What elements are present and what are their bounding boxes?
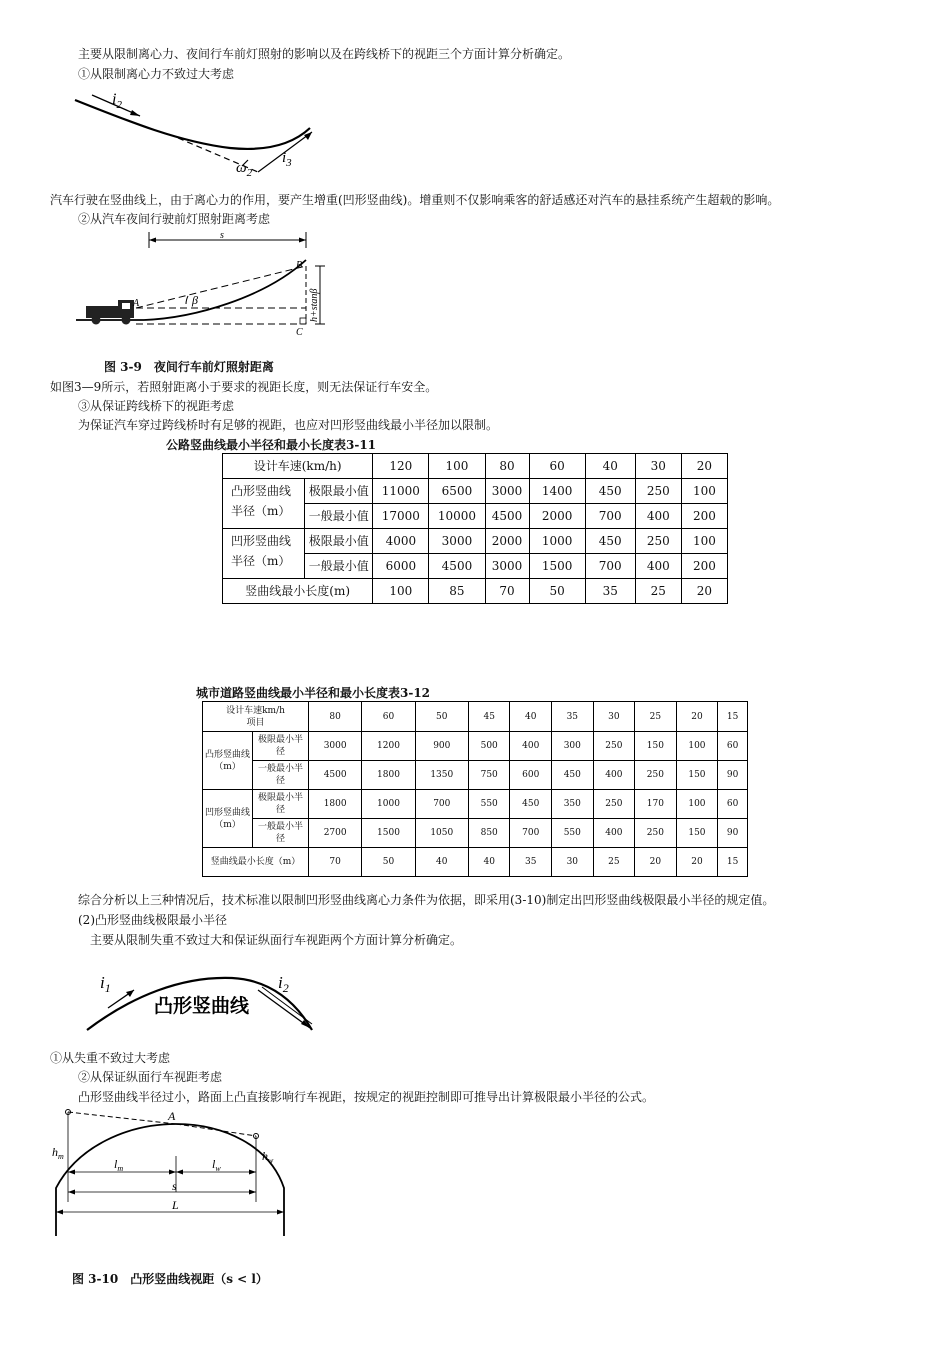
convex-curve-figure (82, 966, 322, 1038)
speed-label: 设计车速km/h (226, 705, 285, 716)
general-min-label: 一般最小半径 (253, 761, 309, 790)
value-cell: 400 (635, 504, 681, 529)
value-cell: 100 (681, 529, 727, 554)
fig4-hw-label: $h_w$ (262, 1149, 274, 1165)
speed-cell: 30 (593, 702, 635, 732)
value-cell: 450 (585, 479, 635, 504)
speed-header: 设计车速(km/h) (223, 454, 373, 479)
value-cell: 200 (681, 504, 727, 529)
value-cell: 550 (552, 819, 594, 848)
value-cell: 60 (718, 732, 748, 761)
highway-curve-table (222, 453, 728, 604)
value-cell: 150 (676, 819, 718, 848)
value-cell: 200 (681, 554, 727, 579)
value-cell: 35 (585, 579, 635, 604)
fig2-height-label: h+stanβ (309, 288, 320, 322)
limit-min-label: 极限最小半径 (253, 790, 309, 819)
sight-distance-paragraph: 凸形竖曲线半径过小，路面上凸直接影响行车视距，按规定的视距控制即可推导出计算极限最小半径的公式。 (78, 1090, 655, 1104)
value-cell: 250 (593, 790, 635, 819)
fig4-s-label: s (172, 1179, 177, 1193)
speed-cell: 35 (552, 702, 594, 732)
fig3-i2-label: $i_2$ (278, 973, 289, 995)
fig1-i2-label: $i_2$ (112, 91, 122, 111)
speed-cell: 120 (373, 454, 429, 479)
table-row (223, 479, 728, 504)
convex-sight-distance-figure (48, 1106, 298, 1241)
value-cell: 6000 (373, 554, 429, 579)
value-cell: 850 (468, 819, 510, 848)
table-row (203, 702, 748, 732)
table-row (223, 579, 728, 604)
value-cell: 15 (718, 848, 748, 877)
concave-radius-label: 凹形竖曲线半径（m） (223, 529, 305, 579)
value-cell: 700 (510, 819, 552, 848)
value-cell: 1050 (415, 819, 468, 848)
fig4-lm-label: $l_m$ (114, 1157, 124, 1173)
value-cell: 35 (510, 848, 552, 877)
general-min-label: 一般最小值 (305, 554, 373, 579)
table-row (203, 790, 748, 819)
speed-cell: 50 (415, 702, 468, 732)
value-cell: 150 (635, 732, 677, 761)
value-cell: 2000 (529, 504, 585, 529)
item-label: 项目 (246, 717, 265, 728)
value-cell: 700 (585, 554, 635, 579)
value-cell: 400 (635, 554, 681, 579)
value-cell: 900 (415, 732, 468, 761)
fig3-convex-label: 凸形竖曲线 (154, 996, 250, 1017)
value-cell: 450 (585, 529, 635, 554)
table-row (203, 732, 748, 761)
speed-cell: 20 (681, 454, 727, 479)
fig2-beta-label: β (192, 293, 198, 307)
value-cell: 250 (593, 732, 635, 761)
value-cell: 11000 (373, 479, 429, 504)
table-3-11-title: 公路竖曲线最小半径和最小长度表3-11 (166, 438, 377, 452)
value-cell: 1200 (362, 732, 415, 761)
figure-3-10-caption: 图 3-10 凸形竖曲线视距（s < l） (72, 1272, 268, 1286)
limit-min-label: 极限最小值 (305, 529, 373, 554)
value-cell: 250 (635, 819, 677, 848)
point-2-heading: ②从汽车夜间行驶前灯照射距离考虑 (78, 212, 271, 226)
point-1-heading: ①从限制离心力不致过大考虑 (78, 67, 235, 81)
value-cell: 70 (309, 848, 362, 877)
value-cell: 170 (635, 790, 677, 819)
value-cell: 70 (485, 579, 529, 604)
fig2-C-label: C (296, 327, 303, 338)
min-length-label: 竖曲线最小长度（m） (203, 848, 309, 877)
value-cell: 1800 (362, 761, 415, 790)
section-2-intro: 主要从限制失重不致过大和保证纵面行车视距两个方面计算分析确定。 (90, 933, 463, 947)
value-cell: 1350 (415, 761, 468, 790)
table-row (203, 761, 748, 790)
section-2-heading: (2)凸形竖曲线极限最小半径 (78, 913, 227, 927)
value-cell: 60 (718, 790, 748, 819)
speed-cell: 80 (485, 454, 529, 479)
value-cell: 17000 (373, 504, 429, 529)
fig3-i1-label: $i_1$ (100, 973, 111, 995)
table-row (203, 848, 748, 877)
value-cell: 700 (415, 790, 468, 819)
speed-cell: 15 (718, 702, 748, 732)
value-cell: 10000 (429, 504, 485, 529)
value-cell: 4500 (309, 761, 362, 790)
value-cell: 250 (635, 529, 681, 554)
general-min-label: 一般最小值 (305, 504, 373, 529)
value-cell: 20 (635, 848, 677, 877)
value-cell: 400 (593, 819, 635, 848)
convex-radius-label: 凸形竖曲线半径（m） (223, 479, 305, 529)
value-cell: 550 (468, 790, 510, 819)
value-cell: 450 (552, 761, 594, 790)
value-cell: 1500 (362, 819, 415, 848)
convex-curve-label: 凸形竖曲线（m） (203, 732, 253, 790)
value-cell: 6500 (429, 479, 485, 504)
value-cell: 100 (676, 790, 718, 819)
speed-cell: 100 (429, 454, 485, 479)
value-cell: 350 (552, 790, 594, 819)
table-row (203, 819, 748, 848)
value-cell: 2000 (485, 529, 529, 554)
fig4-L-label: L (172, 1198, 179, 1212)
value-cell: 50 (529, 579, 585, 604)
intro-paragraph: 主要从限制离心力、夜间行车前灯照射的影响以及在跨线桥下的视距三个方面计算分析确定。 (78, 47, 571, 61)
city-road-curve-table (202, 701, 748, 877)
limit-min-label: 极限最小值 (305, 479, 373, 504)
value-cell: 3000 (485, 554, 529, 579)
headlight-figure (74, 228, 344, 343)
value-cell: 2700 (309, 819, 362, 848)
fig2-s-label: s (220, 230, 224, 241)
point-3-heading: ③从保证跨线桥下的视距考虑 (78, 399, 235, 413)
convex-point-1-heading: ①从失重不致过大考虑 (50, 1051, 171, 1065)
value-cell: 100 (373, 579, 429, 604)
value-cell: 700 (585, 504, 635, 529)
value-cell: 1800 (309, 790, 362, 819)
value-cell: 150 (676, 761, 718, 790)
fig1-i3-label: $i_3$ (282, 150, 292, 169)
fig4-A-label: A (168, 1109, 176, 1123)
value-cell: 3000 (485, 479, 529, 504)
value-cell: 40 (415, 848, 468, 877)
speed-cell: 80 (309, 702, 362, 732)
fig2-A-label: A (133, 298, 140, 309)
value-cell: 90 (718, 819, 748, 848)
value-cell: 90 (718, 761, 748, 790)
fig4-lw-label: $l_w$ (212, 1157, 221, 1173)
value-cell: 600 (510, 761, 552, 790)
concave-curve-label: 凹形竖曲线（m） (203, 790, 253, 848)
figure-3-9-caption: 图 3-9 夜间行车前灯照射距离 (104, 360, 274, 374)
value-cell: 750 (468, 761, 510, 790)
speed-item-header (203, 702, 309, 732)
concave-curve-figure (70, 82, 330, 182)
table-row (223, 529, 728, 554)
value-cell: 400 (510, 732, 552, 761)
value-cell: 25 (635, 579, 681, 604)
speed-cell: 40 (585, 454, 635, 479)
value-cell: 450 (510, 790, 552, 819)
value-cell: 50 (362, 848, 415, 877)
table-row (223, 454, 728, 479)
value-cell: 3000 (309, 732, 362, 761)
min-length-label: 竖曲线最小长度(m) (223, 579, 373, 604)
centrifugal-paragraph: 汽车行驶在竖曲线上，由于离心力的作用，要产生增重(凹形竖曲线)。增重则不仅影响乘客的舒适感还对汽车的悬挂系统产生超载的影响。 (50, 193, 780, 207)
value-cell: 1500 (529, 554, 585, 579)
value-cell: 85 (429, 579, 485, 604)
value-cell: 4500 (429, 554, 485, 579)
general-min-label: 一般最小半径 (253, 819, 309, 848)
value-cell: 25 (593, 848, 635, 877)
value-cell: 100 (676, 732, 718, 761)
value-cell: 300 (552, 732, 594, 761)
fig2-B-label: B (296, 260, 303, 271)
value-cell: 3000 (429, 529, 485, 554)
fig4-hm-label: $h_m$ (52, 1145, 64, 1161)
value-cell: 400 (593, 761, 635, 790)
speed-cell: 60 (362, 702, 415, 732)
value-cell: 4500 (485, 504, 529, 529)
speed-cell: 40 (510, 702, 552, 732)
speed-cell: 60 (529, 454, 585, 479)
value-cell: 20 (676, 848, 718, 877)
value-cell: 4000 (373, 529, 429, 554)
table-3-12-title: 城市道路竖曲线最小半径和最小长度表3-12 (196, 686, 431, 700)
limit-min-label: 极限最小半径 (253, 732, 309, 761)
value-cell: 250 (635, 761, 677, 790)
speed-cell: 20 (676, 702, 718, 732)
value-cell: 100 (681, 479, 727, 504)
value-cell: 30 (552, 848, 594, 877)
value-cell: 250 (635, 479, 681, 504)
value-cell: 1400 (529, 479, 585, 504)
summary-paragraph: 综合分析以上三种情况后，技术标准以限制凹形竖曲线离心力条件为依据，即采用(3-10)制定出凹形竖曲线极限最小半径的规定值。 (78, 893, 775, 907)
overpass-paragraph: 为保证汽车穿过跨线桥时有足够的视距，也应对凹形竖曲线最小半径加以限制。 (78, 418, 499, 432)
value-cell: 500 (468, 732, 510, 761)
speed-cell: 25 (635, 702, 677, 732)
value-cell: 20 (681, 579, 727, 604)
speed-cell: 30 (635, 454, 681, 479)
speed-cell: 45 (468, 702, 510, 732)
fig1-omega2-label: $\omega_2$ (236, 160, 253, 179)
value-cell: 1000 (529, 529, 585, 554)
convex-point-2-heading: ②从保证纵面行车视距考虑 (78, 1070, 223, 1084)
value-cell: 40 (468, 848, 510, 877)
figure-reference-paragraph: 如图3—9所示，若照射距离小于要求的视距长度，则无法保证行车安全。 (50, 380, 438, 394)
value-cell: 1000 (362, 790, 415, 819)
